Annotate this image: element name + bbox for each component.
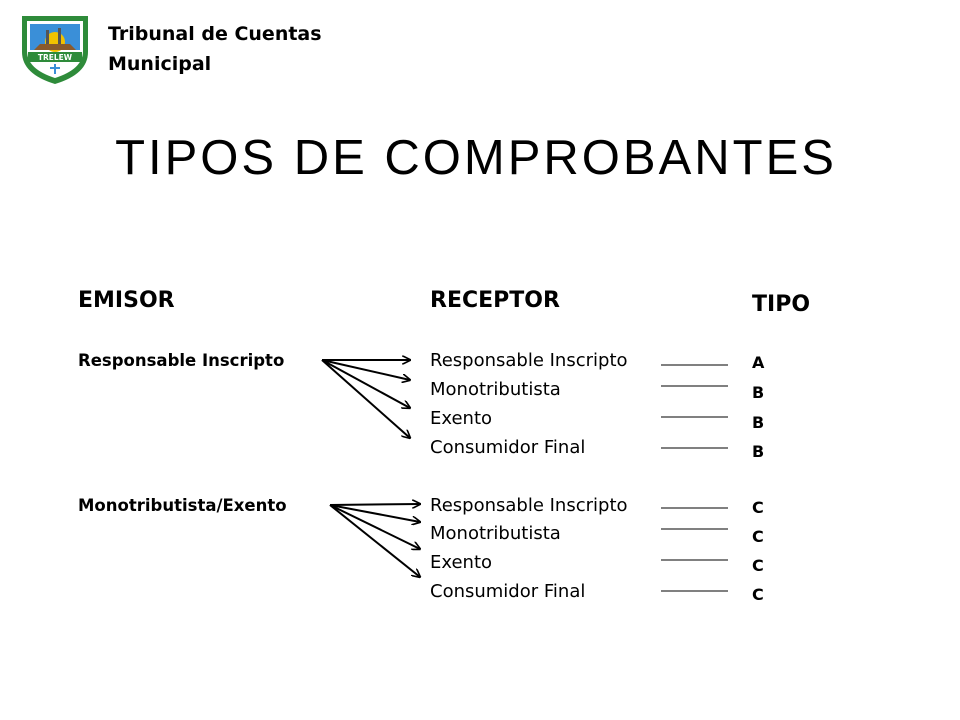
arrow-me-to-cf xyxy=(330,505,420,577)
header-receptor: RECEPTOR xyxy=(430,288,560,313)
receptor-item: Exento xyxy=(430,552,493,573)
receptor-item: Exento xyxy=(430,408,493,429)
arrow-me-to-exento xyxy=(330,505,420,549)
arrow-ri-to-mono xyxy=(322,360,410,380)
receptor-item: Responsable Inscripto xyxy=(430,350,628,371)
arrow-ri-to-exento xyxy=(322,360,410,408)
header-tipo: TIPO xyxy=(752,292,811,317)
arrow-me-to-mono xyxy=(330,505,420,522)
org-name-line2: Municipal xyxy=(108,53,212,75)
header-emisor: EMISOR xyxy=(78,288,175,313)
emisor-monotributista-exento: Monotributista/Exento xyxy=(78,496,287,515)
receptor-item: Monotributista xyxy=(430,379,561,400)
tipo-value: C xyxy=(752,527,764,546)
arrow-ri-to-cf xyxy=(322,360,410,438)
receptor-item: Responsable Inscripto xyxy=(430,495,628,516)
arrow-me-to-ri xyxy=(330,504,420,505)
tipo-value: C xyxy=(752,556,764,575)
org-name-line1: Tribunal de Cuentas xyxy=(108,23,322,45)
tipo-value: C xyxy=(752,585,764,604)
logo-text: TRELEW xyxy=(37,53,73,62)
tipo-value: A xyxy=(752,353,765,372)
tipo-value: B xyxy=(752,413,765,432)
tipo-value: B xyxy=(752,442,765,461)
receptor-item: Monotributista xyxy=(430,523,561,544)
tipo-value: C xyxy=(752,498,764,517)
emisor-responsable-inscripto: Responsable Inscripto xyxy=(78,351,285,370)
receptor-item: Consumidor Final xyxy=(430,437,586,458)
receptor-item: Consumidor Final xyxy=(430,581,586,602)
page-title: TIPOS DE COMPROBANTES xyxy=(115,131,837,185)
tipo-value: B xyxy=(752,383,765,402)
